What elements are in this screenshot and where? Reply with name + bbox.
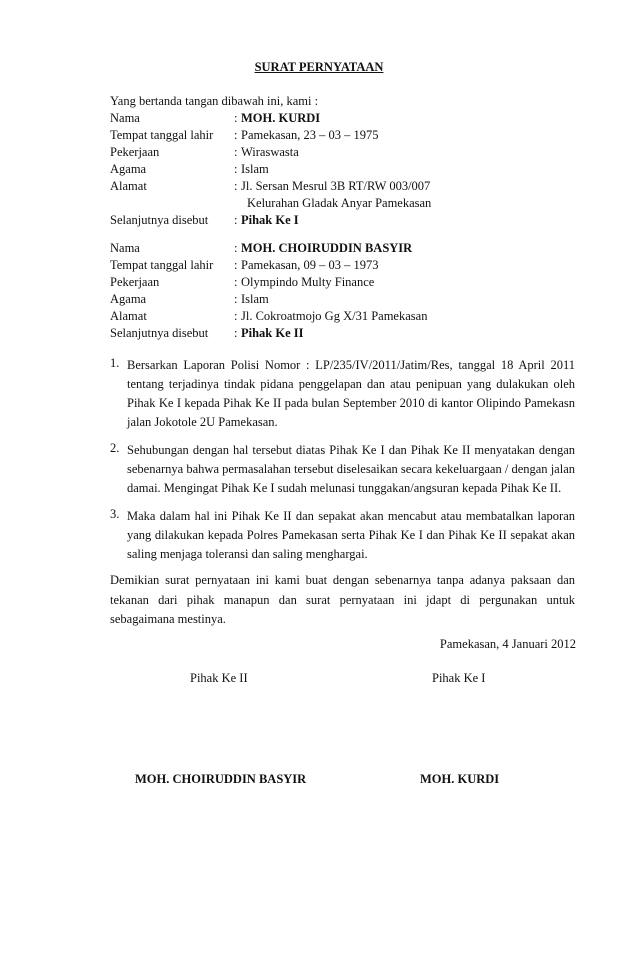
party1-job-row bbox=[110, 145, 590, 163]
field-separator: : bbox=[234, 213, 238, 227]
party2-alias-row bbox=[110, 326, 590, 344]
field-value: Olympindo Multy Finance bbox=[241, 275, 375, 289]
field-label: Selanjutnya disebut bbox=[110, 326, 209, 340]
field-separator: : bbox=[234, 309, 238, 323]
signature-role-left: Pihak Ke II bbox=[190, 671, 248, 685]
field-label: Tempat tanggal lahir bbox=[110, 128, 214, 142]
field-value: Pihak Ke I bbox=[241, 213, 299, 227]
field-value: Pamekasan, 09 – 03 – 1973 bbox=[241, 258, 379, 272]
party2-job-row bbox=[110, 275, 590, 293]
field-separator: : bbox=[234, 111, 238, 125]
field-value: MOH. KURDI bbox=[241, 111, 321, 125]
place-date: Pamekasan, 4 Januari 2012 bbox=[439, 637, 576, 651]
field-separator: : bbox=[234, 275, 238, 289]
field-separator: : bbox=[234, 179, 238, 193]
party1-birth-row bbox=[110, 128, 590, 146]
party1-religion-row bbox=[110, 162, 590, 180]
field-label: Agama bbox=[110, 162, 147, 176]
field-label: Agama bbox=[110, 292, 147, 306]
party1-alias-row bbox=[110, 213, 590, 231]
field-label: Selanjutnya disebut bbox=[110, 213, 209, 227]
field-value: MOH. CHOIRUDDIN BASYIR bbox=[241, 241, 413, 255]
address-continuation: Kelurahan Gladak Anyar Pamekasan bbox=[247, 196, 432, 210]
point-number: 1. bbox=[110, 356, 120, 370]
point-text: Sehubungan dengan hal tersebut diatas Pihak Ke I dan Pihak Ke II menyatakan dengan sebenarnya bahwa permasalahan tersebut diselesaikan secara kekeluargaan / dengan jalan damai. Mengingat Pihak Ke I sudah melunasi tunggakan/angsuran kepada Pihak Ke II. bbox=[127, 443, 575, 495]
point-number: 2. bbox=[110, 441, 120, 455]
field-value: Islam bbox=[241, 162, 269, 176]
party2-birth-row bbox=[110, 258, 590, 276]
signature-name-left: MOH. CHOIRUDDIN BASYIR bbox=[135, 772, 307, 786]
field-separator: : bbox=[234, 258, 238, 272]
field-separator: : bbox=[234, 241, 238, 255]
field-value: Islam bbox=[241, 292, 269, 306]
party2-address-row bbox=[110, 309, 590, 327]
field-value: Pamekasan, 23 – 03 – 1975 bbox=[241, 128, 379, 142]
party2-religion-row bbox=[110, 292, 590, 310]
field-label: Pekerjaan bbox=[110, 145, 160, 159]
field-label: Alamat bbox=[110, 309, 147, 323]
field-label: Nama bbox=[110, 111, 140, 125]
signature-role-right: Pihak Ke I bbox=[432, 671, 486, 685]
field-value: Wiraswasta bbox=[241, 145, 299, 159]
field-separator: : bbox=[234, 145, 238, 159]
party1-name-row bbox=[110, 111, 590, 129]
field-separator: : bbox=[234, 326, 238, 340]
field-separator: : bbox=[234, 162, 238, 176]
party2-name-row bbox=[110, 241, 590, 259]
field-separator: : bbox=[234, 128, 238, 142]
point-number: 3. bbox=[110, 507, 120, 521]
field-value: Jl. Cokroatmojo Gg X/31 Pamekasan bbox=[241, 309, 428, 323]
field-label: Tempat tanggal lahir bbox=[110, 258, 214, 272]
intro-line: Yang bertanda tangan dibawah ini, kami : bbox=[110, 94, 319, 108]
field-label: Nama bbox=[110, 241, 140, 255]
field-separator: : bbox=[234, 292, 238, 306]
point-text: Bersarkan Laporan Polisi Nomor : LP/235/IV/2011/Jatim/Res, tanggal 18 April 2011 tentang terjadinya tindak pidana penggelapan dan atau penipuan yang dulakukan oleh Pihak Ke I kepada Pihak Ke II pada bulan September 2010 di kantor Olipindo Pamekasn jalan Jokotole 2U Pamekasan. bbox=[127, 358, 575, 429]
closing-paragraph: Demikian surat pernyataan ini kami buat dengan sebenarnya tanpa adanya paksaan dan tekanan dari pihak manapun dan surat pernyataan ini jdapt di pergunakan untuk sebagaimana mestinya. bbox=[110, 573, 575, 626]
signature-name-right: MOH. KURDI bbox=[420, 772, 500, 786]
field-value: Pihak Ke II bbox=[241, 326, 304, 340]
party1-address-row bbox=[110, 179, 590, 197]
party1-address-line2-row bbox=[110, 196, 590, 214]
document-title: SURAT PERNYATAAN bbox=[254, 60, 384, 74]
field-label: Pekerjaan bbox=[110, 275, 160, 289]
field-label: Alamat bbox=[110, 179, 147, 193]
field-value: Jl. Sersan Mesrul 3B RT/RW 003/007 bbox=[241, 179, 431, 193]
point-text: Maka dalam hal ini Pihak Ke II dan sepakat akan mencabut atau membatalkan laporan yang dilakukan kepada Polres Pamekasan serta Pihak Ke I dan Pihak Ke II sepakat akan saling menjaga toleransi dan saling menghargai. bbox=[127, 509, 575, 561]
